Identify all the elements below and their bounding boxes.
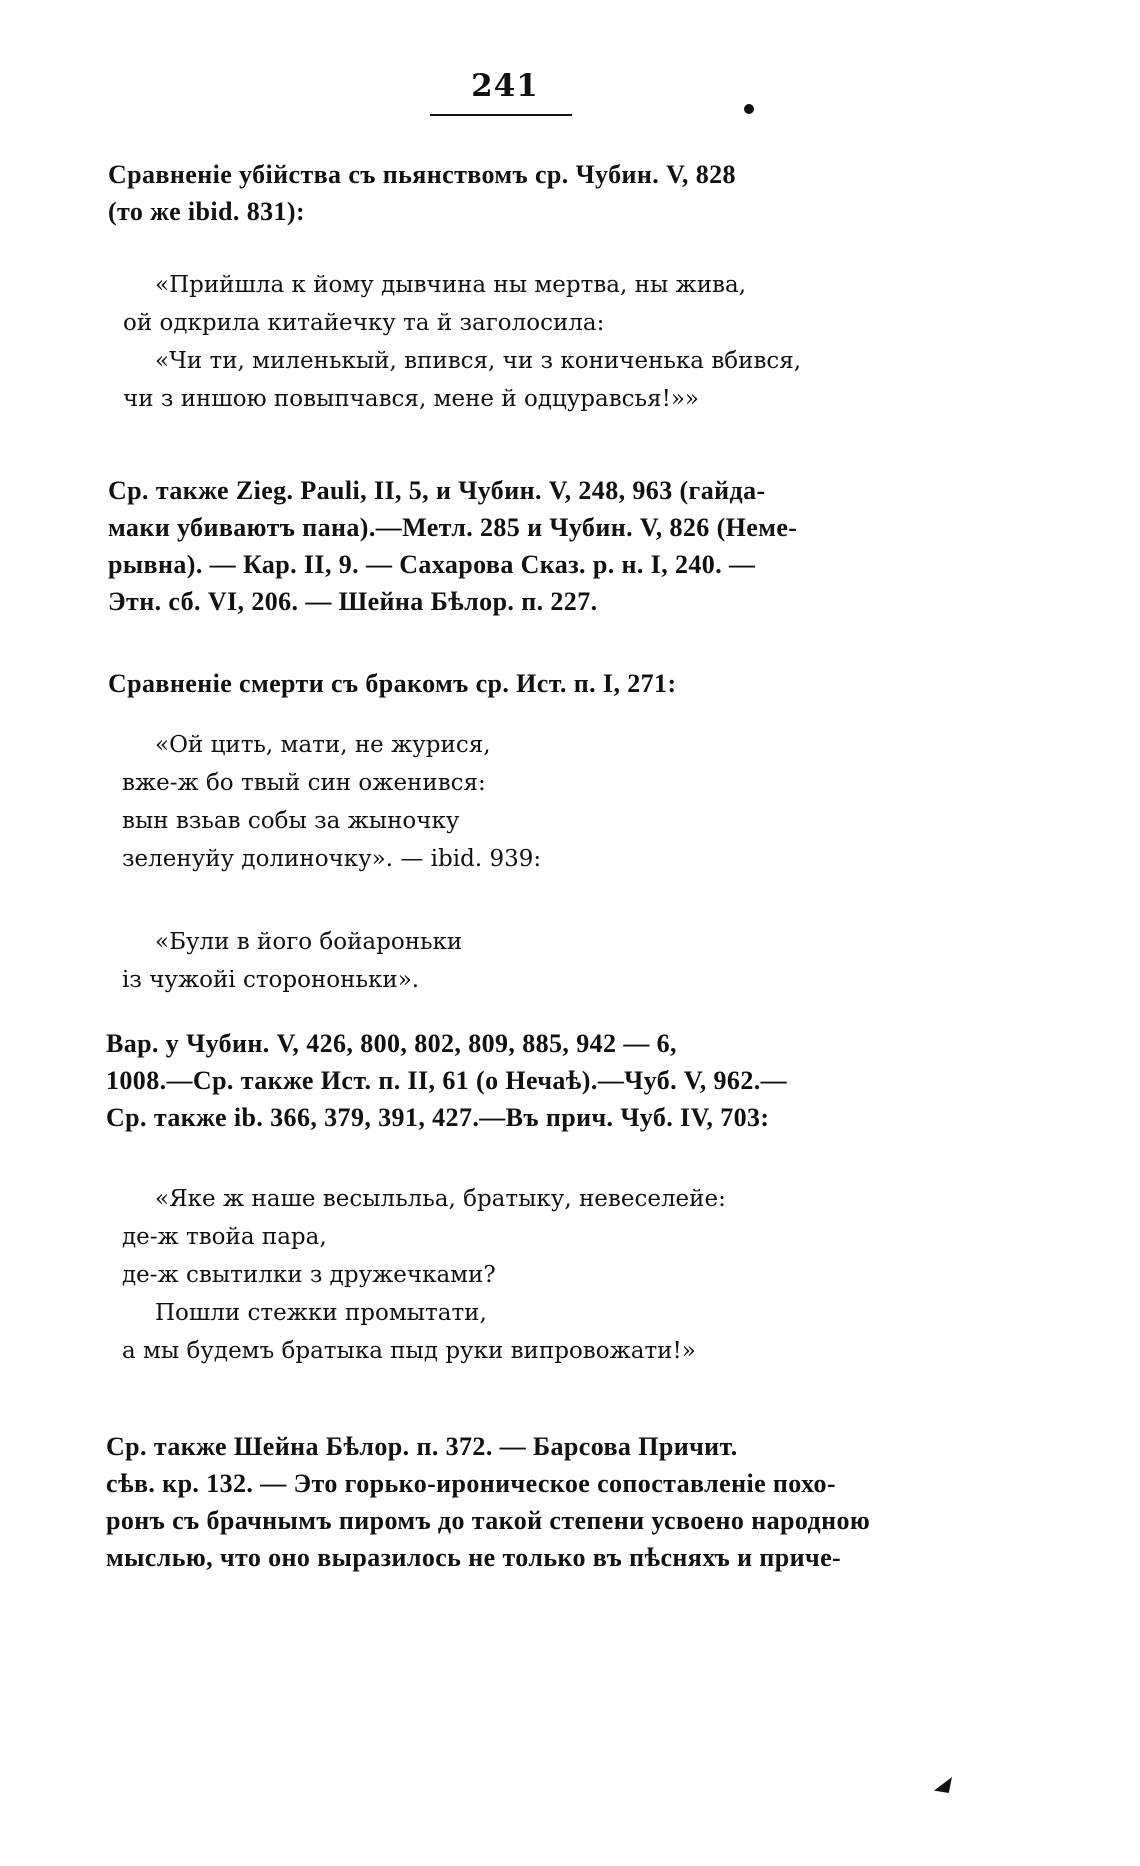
- verse-line: зеленуйу долиночку». — ibid. 939:: [122, 846, 542, 872]
- verse-block-3: [122, 923, 463, 999]
- verse-line: «Були в його бойароньки: [155, 929, 463, 955]
- verse-line: «Ой цить, мати, не журися,: [155, 732, 491, 758]
- verse-line: «Прийшла к йому дывчина ны мертва, ны жива,: [155, 272, 747, 298]
- paragraph-line: Ср. также Шейна Бѣлор. п. 372. — Барсова Причит.: [106, 1432, 738, 1461]
- verse-line: чи з иншою повыпчався, мене й одцуравсья!»»: [123, 386, 699, 412]
- verse-line: «Чи ти, миленькый, впився, чи з кониченька вбився,: [155, 348, 802, 374]
- verse-line: із чужойі сторононьки».: [122, 967, 420, 993]
- verse-line: Пошли стежки промытати,: [155, 1300, 487, 1326]
- verse-line: а мы будемъ братыка пыд руки випровожати!»: [122, 1338, 696, 1364]
- verse-line: «Яке ж наше весыльльа, братыку, невеселейе:: [155, 1186, 726, 1212]
- paragraph-line: мыслью, что оно выразилось не только въ пѣсняхъ и приче-: [106, 1543, 842, 1572]
- paragraph-murder-drunkenness: [108, 156, 736, 230]
- paragraph-line: 1008.—Ср. также Ист. п. II, 61 (о Нечаѣ).—Чуб. V, 962.—: [106, 1066, 788, 1095]
- paragraph-line: Сравненіе смерти съ бракомъ ср. Ист. п. I, 271:: [108, 669, 677, 698]
- ink-corner-mark: [934, 1777, 952, 1793]
- paragraph-line: рывна). — Кар. II, 9. — Сахарова Сказ. р. н. I, 240. —: [108, 550, 756, 579]
- paragraph-line: маки убиваютъ пана).—Метл. 285 и Чубин. V, 826 (Неме-: [108, 513, 798, 542]
- paragraph-line: Ср. также ib. 366, 379, 391, 427.—Въ прич. Чуб. IV, 703:: [106, 1103, 770, 1132]
- verse-block-4: [122, 1180, 726, 1370]
- paragraph-line: (то же ibid. 831):: [108, 197, 306, 226]
- paragraph-variants: [106, 1025, 787, 1136]
- paragraph-line: сѣв. кр. 132. — Это горько-ироническое сопоставленіе похо-: [106, 1469, 836, 1498]
- verse-line: де-ж твойа пара,: [122, 1224, 327, 1250]
- paragraph-line: Этн. сб. VI, 206. — Шейна Бѣлор. п. 227.: [108, 587, 598, 616]
- verse-line: де-ж свытилки з дружечками?: [122, 1262, 496, 1288]
- paragraph-line: Сравненіе убійства съ пьянствомъ ср. Чубин. V, 828: [108, 160, 736, 189]
- verse-line: вже-ж бо твый син оженився:: [122, 770, 486, 796]
- page-number: 241: [471, 68, 539, 104]
- verse-line: вын взьав собы за жыночку: [122, 808, 460, 834]
- verse-line: ой одкрила китайечку та й заголосила:: [123, 310, 605, 336]
- paragraph-line: Ср. также Zieg. Pauli, II, 5, и Чубин. V, 248, 963 (гайда-: [108, 476, 766, 505]
- page-number-rule: [430, 114, 572, 116]
- paragraph-references-2: [106, 1428, 870, 1576]
- verse-block-1: [123, 266, 802, 418]
- paragraph-line: ронъ съ брачнымъ пиромъ до такой степени усвоено народною: [106, 1506, 871, 1535]
- paragraph-line: Вар. у Чубин. V, 426, 800, 802, 809, 885, 942 — 6,: [106, 1029, 677, 1058]
- paragraph-death-marriage: [108, 665, 677, 702]
- ink-dot-mark: [744, 104, 754, 114]
- verse-block-2: [122, 726, 542, 878]
- paragraph-references-1: [108, 472, 797, 620]
